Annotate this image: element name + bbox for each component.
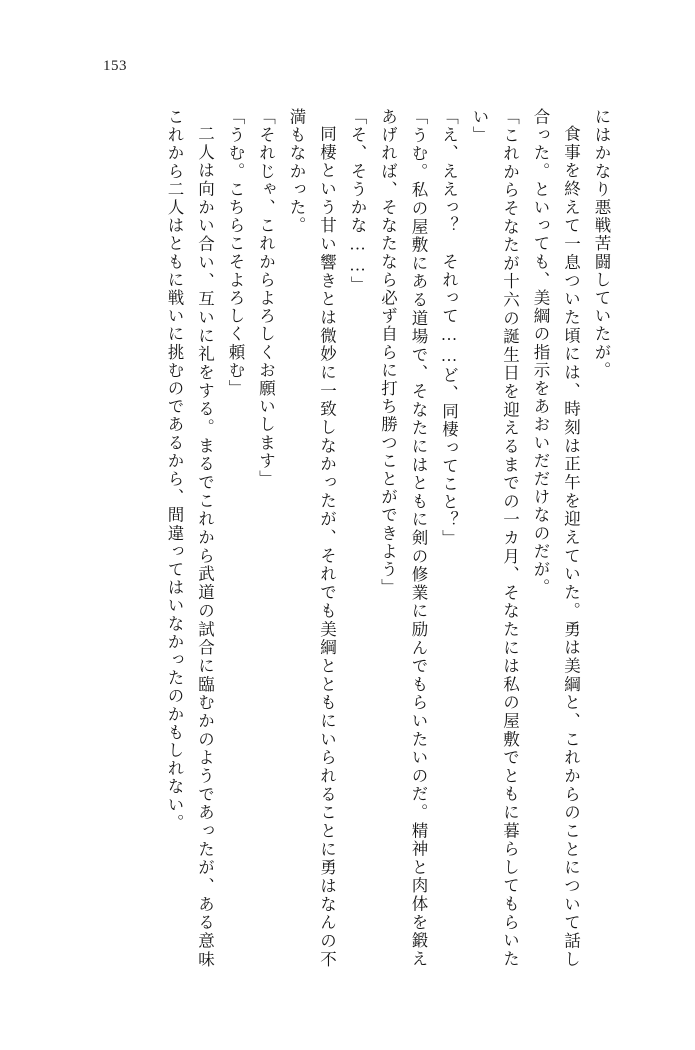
page-number: 153	[103, 58, 127, 74]
body-paragraph: 「それじゃ、これからよろしくお願いします」	[256, 108, 276, 489]
body-paragraph: 「うむ。こちらこそよろしく頼む」	[226, 108, 245, 398]
body-paragraph: 「これからそなたが十六の誕生日を迎えるまでの一カ月、そなたには私の屋敷でともに暮らしてもらいたい」	[470, 108, 520, 968]
body-paragraph: にはかなり悪戦苦闘していたが。	[592, 108, 611, 380]
body-paragraph: 「そ、そうかな……」	[348, 108, 367, 294]
page-body-text	[96, 108, 616, 968]
body-paragraph: 「え、ええっ？ それって……ど、同棲ってこと？」	[439, 108, 459, 548]
body-paragraph: 同棲という甘い響きとは微妙に一致しなかったが、それでも美綱とともにいられることに勇はなんの不満もなかった。	[287, 108, 337, 968]
body-paragraph: 二人は向かい合い、互いに礼をする。まるでこれから武道の試合に臨むかのようであったが、ある意味これから二人はともに戦いに挑むのであるから、間違ってはいなかったのかもしれない。	[165, 108, 215, 968]
body-paragraph: 「うむ。私の屋敷にある道場で、そなたにはともに剣の修業に励んでもらいたいのだ。精神と肉体を鍛えあげれば、そなたなら必ず自らに打ち勝つことができよう」	[378, 108, 428, 968]
body-paragraph: 食事を終えて一息ついた頃には、時刻は正午を迎えていた。勇は美綱と、これからのことについて話し合った。といっても、美綱の指示をあおいだだけなのだが。	[531, 108, 581, 968]
